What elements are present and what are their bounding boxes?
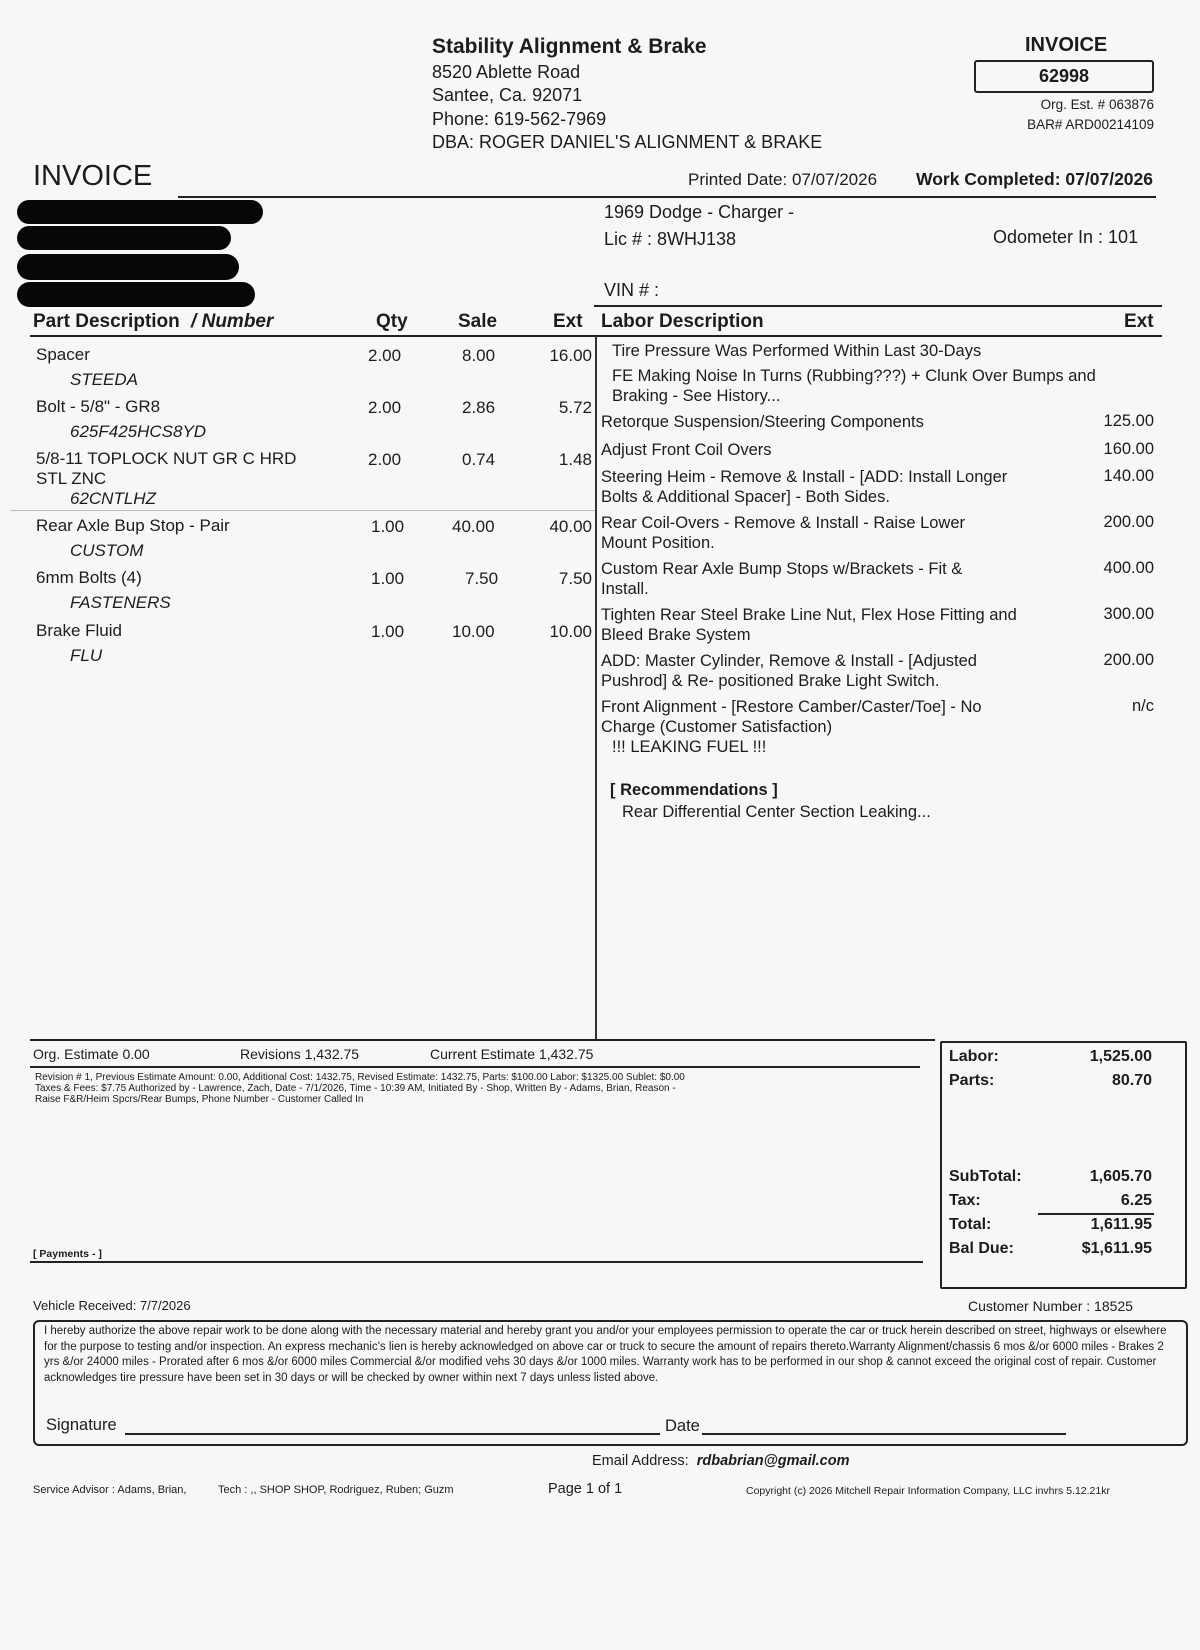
labor-amount: 160.00 xyxy=(1103,440,1154,458)
estimate-divider xyxy=(30,1066,920,1068)
labor-note: Tire Pressure Was Performed Within Last 30-Days xyxy=(612,342,982,360)
part-name: Spacer xyxy=(36,345,90,364)
tax-value: 6.25 xyxy=(1120,1192,1152,1209)
odometer-in: Odometer In : 101 xyxy=(993,227,1139,247)
work-completed-date: Work Completed: 07/07/2026 xyxy=(916,169,1153,189)
labor-amount: 140.00 xyxy=(1103,467,1154,485)
shop-address-line1: 8520 Ablette Road xyxy=(432,62,581,82)
labor-description: Retorque Suspension/Steering Components xyxy=(601,413,924,431)
page-number: Page 1 of 1 xyxy=(548,1481,623,1497)
part-number: CUSTOM xyxy=(70,541,144,560)
copyright: Copyright (c) 2026 Mitchell Repair Information Company, LLC invhrs 5.12.21kr xyxy=(746,1485,1110,1497)
revision-line: Raise F&R/Heim Spcrs/Rear Bumps, Phone Number - Customer Called In xyxy=(35,1094,364,1105)
tax-underline xyxy=(1038,1213,1154,1215)
vehicle-vin: VIN # : xyxy=(604,280,660,300)
authorization-text: I hereby authorize the above repair work to be done along with the necessary material and hereby grant you and/or your employees permission to operate the car or truck herein described on street, highways or elsewhere for the purpose to testing and/or inspection. An express mechanic's lien is hereby acknowledged on above car or truck to secure the amount of repairs thereto.Warranty Alignment/chassis 6 mos &/or 6000 miles - Brakes 2 yrs &/or 24000 miles - Prorated after 6 mos &/or 6000 miles Commercial &/or modified vehs 30 days &/or 1000 miles. Warranty work has to be performed in our shop & cannot exceed the original cost of repair. Customer acknowledges tire pressure have been set in 30 days or will be checked by owner within next 7 days unless listed above. xyxy=(44,1325,1167,1384)
parts-total-label: Parts: xyxy=(949,1072,995,1089)
part-number-header: / Number xyxy=(191,311,274,332)
labor-note: FE Making Noise In Turns (Rubbing???) + Clunk Over Bumps and Braking - See History... xyxy=(612,367,1096,405)
redacted-customer-city xyxy=(17,254,239,280)
service-advisor: Service Advisor : Adams, Brian, xyxy=(33,1484,187,1496)
signature-line[interactable] xyxy=(125,1433,660,1435)
part-qty: 2.00 xyxy=(368,450,402,469)
labor-amount: 300.00 xyxy=(1103,605,1154,623)
revision-line: Revision # 1, Previous Estimate Amount: 0.00, Additional Cost: 1432.75, Revised Estimate: 1432.75, Parts: $100.00 Labor: $1325.00 Sublet: $0.00 xyxy=(35,1072,685,1083)
part-qty: 1.00 xyxy=(371,517,405,536)
revision-line: Taxes & Fees: $7.75 Authorized by - Lawrence, Zach, Date - 7/1/2026, Time - 10:39 AM, Initiated By - Shop, Written By - Adams, Brian, Reason - xyxy=(35,1083,676,1094)
part-number: FLU xyxy=(70,646,103,665)
estimate-top-divider xyxy=(30,1039,935,1041)
part-sale: 10.00 xyxy=(452,622,495,641)
total-label: Total: xyxy=(949,1216,992,1233)
email-address[interactable]: rdbabrian@gmail.com xyxy=(696,1453,850,1469)
original-estimate: Org. Estimate 0.00 xyxy=(33,1046,150,1062)
email-row xyxy=(592,1453,849,1469)
org-estimate-number: Org. Est. # 063876 xyxy=(1040,97,1154,112)
recommendations-title: [ Recommendations ] xyxy=(610,781,778,799)
part-ext: 5.72 xyxy=(558,398,592,417)
vehicle-divider xyxy=(594,305,1162,307)
payments-label: [ Payments - ] xyxy=(33,1248,102,1260)
part-number: 62CNTLHZ xyxy=(70,489,156,508)
labor-description: Adjust Front Coil Overs xyxy=(601,441,772,459)
bar-number: BAR# ARD00214109 xyxy=(1027,117,1154,132)
balance-due-value: $1,611.95 xyxy=(1081,1240,1152,1257)
part-qty: 2.00 xyxy=(368,398,402,417)
parts-header xyxy=(33,311,273,333)
part-sale: 2.86 xyxy=(462,398,496,417)
sale-header: Sale xyxy=(458,311,498,332)
parts-total: 80.70 xyxy=(1111,1072,1152,1089)
current-estimate: Current Estimate 1,432.75 xyxy=(430,1046,594,1062)
part-number: 625F425HCS8YD xyxy=(70,422,207,441)
balance-due-label: Bal Due: xyxy=(949,1240,1014,1257)
subtotal-label: SubTotal: xyxy=(949,1168,1022,1185)
shop-name: Stability Alignment & Brake xyxy=(432,35,707,58)
part-name: Bolt - 5/8" - GR8 xyxy=(36,397,161,416)
qty-header: Qty xyxy=(376,311,408,332)
fuel-leak-note: !!! LEAKING FUEL !!! xyxy=(612,738,767,756)
vehicle-license: Lic # : 8WHJ138 xyxy=(604,229,737,249)
tech-list: Tech : ,, SHOP SHOP, Rodriguez, Ruben; Guzm xyxy=(218,1484,454,1496)
part-qty: 1.00 xyxy=(371,622,405,641)
total-value: 1,611.95 xyxy=(1090,1216,1152,1233)
part-ext: 10.00 xyxy=(549,622,592,641)
part-qty: 1.00 xyxy=(371,569,405,588)
part-ext: 16.00 xyxy=(549,346,592,365)
labor-amount: n/c xyxy=(1131,697,1154,715)
part-name: Rear Axle Bup Stop - Pair xyxy=(36,516,230,535)
labor-total-label: Labor: xyxy=(949,1048,999,1065)
labor-description: ADD: Master Cylinder, Remove & Install - [Adjusted Pushrod] & Re- positioned Brake Light Switch. xyxy=(601,652,977,690)
invoice-label: INVOICE xyxy=(1025,34,1108,56)
part-sale: 40.00 xyxy=(452,517,495,536)
parts-ext-header: Ext xyxy=(553,311,583,332)
part-description-header: Part Description xyxy=(33,311,180,332)
redacted-customer-address xyxy=(17,226,231,250)
labor-ext-header: Ext xyxy=(1124,311,1154,332)
redacted-customer-name xyxy=(17,200,263,224)
revisions-amount: Revisions 1,432.75 xyxy=(240,1046,360,1062)
date-label[interactable]: Date xyxy=(665,1417,700,1435)
subtotal-value: 1,605.70 xyxy=(1089,1168,1152,1185)
email-label: Email Address: xyxy=(592,1453,689,1469)
tax-label: Tax: xyxy=(949,1192,981,1209)
shop-phone: Phone: 619-562-7969 xyxy=(432,109,607,129)
labor-amount: 200.00 xyxy=(1103,513,1154,531)
part-name: 6mm Bolts (4) xyxy=(36,568,142,587)
labor-description-header: Labor Description xyxy=(601,311,764,332)
labor-amount: 400.00 xyxy=(1103,559,1154,577)
part-ext: 40.00 xyxy=(549,517,592,536)
part-ext: 1.48 xyxy=(558,450,592,469)
invoice-title: INVOICE xyxy=(33,160,153,192)
labor-description: Rear Coil-Overs - Remove & Install - Raise Lower Mount Position. xyxy=(601,514,966,552)
labor-description: Front Alignment - [Restore Camber/Caster/Toe] - No Charge (Customer Satisfaction) xyxy=(601,698,982,736)
labor-total: 1,525.00 xyxy=(1089,1048,1152,1065)
part-name: Brake Fluid xyxy=(36,621,122,640)
labor-description: Custom Rear Axle Bump Stops w/Brackets - Fit & Install. xyxy=(601,560,963,598)
payments-divider xyxy=(30,1261,923,1263)
shop-dba: DBA: ROGER DANIEL'S ALIGNMENT & BRAKE xyxy=(432,132,823,152)
customer-number: Customer Number : 18525 xyxy=(968,1298,1133,1314)
parts-labor-divider xyxy=(595,336,597,1040)
part-number: STEEDA xyxy=(70,370,139,389)
labor-amount: 200.00 xyxy=(1103,651,1154,669)
vehicle-description: 1969 Dodge - Charger - xyxy=(604,202,795,222)
printed-date: Printed Date: 07/07/2026 xyxy=(688,170,878,189)
labor-amount: 125.00 xyxy=(1103,412,1154,430)
redacted-customer-phone xyxy=(17,282,255,307)
date-line[interactable] xyxy=(702,1433,1066,1435)
part-sale: 7.50 xyxy=(465,569,499,588)
vehicle-received: Vehicle Received: 7/7/2026 xyxy=(33,1298,191,1313)
signature-label[interactable]: Signature xyxy=(46,1416,117,1434)
recommendations-text: Rear Differential Center Section Leaking... xyxy=(622,803,931,821)
part-qty: 2.00 xyxy=(368,346,402,365)
part-ext: 7.50 xyxy=(558,569,592,588)
fold-line xyxy=(10,510,595,511)
invoice-number-box xyxy=(974,60,1154,93)
labor-description: Steering Heim - Remove & Install - [ADD: Install Longer Bolts & Additional Spacer] - Both Sides. xyxy=(601,468,1008,506)
part-number: FASTENERS xyxy=(70,593,171,612)
shop-address-line2: Santee, Ca. 92071 xyxy=(432,85,583,105)
part-sale: 8.00 xyxy=(462,346,496,365)
part-name: 5/8-11 TOPLOCK NUT GR C HRD STL ZNC xyxy=(36,449,297,488)
labor-description: Tighten Rear Steel Brake Line Nut, Flex Hose Fitting and Bleed Brake System xyxy=(601,606,1017,644)
invoice-number: 62998 xyxy=(1038,66,1090,86)
part-sale: 0.74 xyxy=(462,450,496,469)
title-divider xyxy=(178,196,1156,198)
